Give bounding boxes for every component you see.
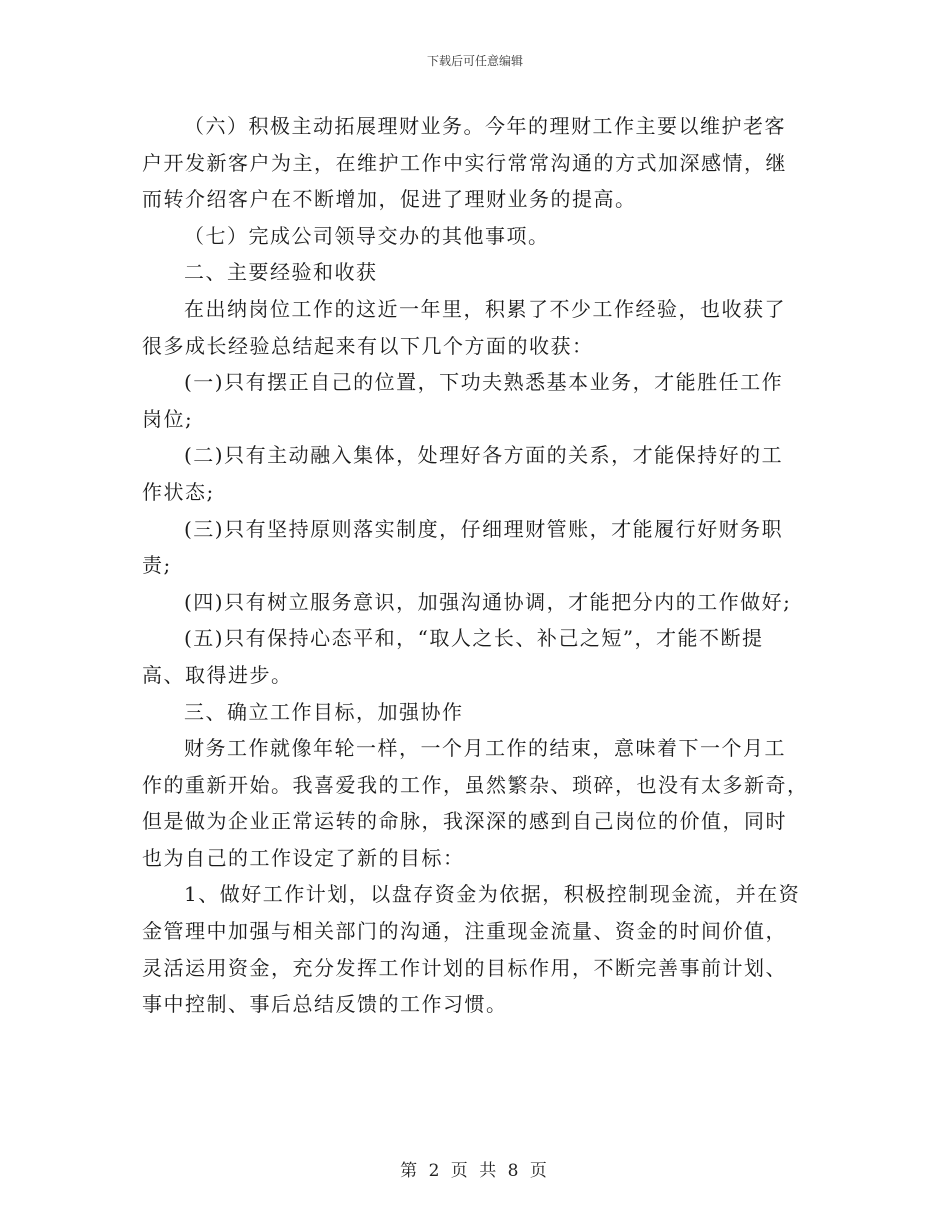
text-line: 金管理中加强与相关部门的沟通，注重现金流量、资金的时间价值， xyxy=(142,919,787,944)
text-line: 很多成长经验总结起来有以下几个方面的收获： xyxy=(142,333,594,358)
page-header: 下载后可任意编辑 xyxy=(426,54,523,68)
text-line: (四)只有树立服务意识，加强沟通协调，才能把分内的工作做好; xyxy=(184,589,792,614)
text-line: 岗位; xyxy=(142,406,194,431)
text-line: 财务工作就像年轮一样，一个月工作的结束，意味着下一个月工 xyxy=(184,736,786,761)
text-line: 1、做好工作计划，以盘存资金为依据，积极控制现金流，并在资 xyxy=(184,882,801,907)
text-line: 但是做为企业正常运转的命脉，我深深的感到自己岗位的价值，同时 xyxy=(142,809,787,834)
text-line: 在出纳岗位工作的这近一年里，积累了不少工作经验，也收获了 xyxy=(184,296,786,321)
document-body xyxy=(142,108,809,1023)
text-line: (二)只有主动融入集体，处理好各方面的关系，才能保持好的工 xyxy=(184,443,784,468)
page-footer: 第 2 页 共 8 页 xyxy=(400,1161,550,1181)
text-line: 事中控制、事后总结反馈的工作习惯。 xyxy=(142,992,508,1017)
text-line: 高、取得进步。 xyxy=(142,662,293,687)
text-line: 灵活运用资金，充分发挥工作计划的目标作用，不断完善事前计划、 xyxy=(142,955,787,980)
text-line: 作状态; xyxy=(142,479,215,504)
text-line: 而转介绍客户在不断增加，促进了理财业务的提高。 xyxy=(142,187,637,212)
text-line: （六）积极主动拓展理财业务。今年的理财工作主要以维护老客 xyxy=(184,114,786,138)
text-line: (五)只有保持心态平和，“取人之长、补己之短”，才能不断提 xyxy=(184,626,764,651)
text-line: 作的重新开始。我喜爱我的工作，虽然繁杂、琐碎，也没有太多新奇， xyxy=(142,772,809,797)
text-line: 二、主要经验和收获 xyxy=(184,260,378,285)
text-line: 户开发新客户为主，在维护工作中实行常常沟通的方式加深感情，继 xyxy=(142,150,787,175)
text-line: 责; xyxy=(142,553,172,578)
text-line: （七）完成公司领导交办的其他事项。 xyxy=(184,223,550,248)
text-line: 三、确立工作目标，加强协作 xyxy=(184,699,464,724)
text-line: 也为自己的工作设定了新的目标： xyxy=(142,845,465,870)
text-line: (三)只有坚持原则落实制度，仔细理财管账，才能履行好财务职 xyxy=(184,516,784,541)
text-line: (一)只有摆正自己的位置，下功夫熟悉基本业务，才能胜任工作 xyxy=(184,370,784,395)
